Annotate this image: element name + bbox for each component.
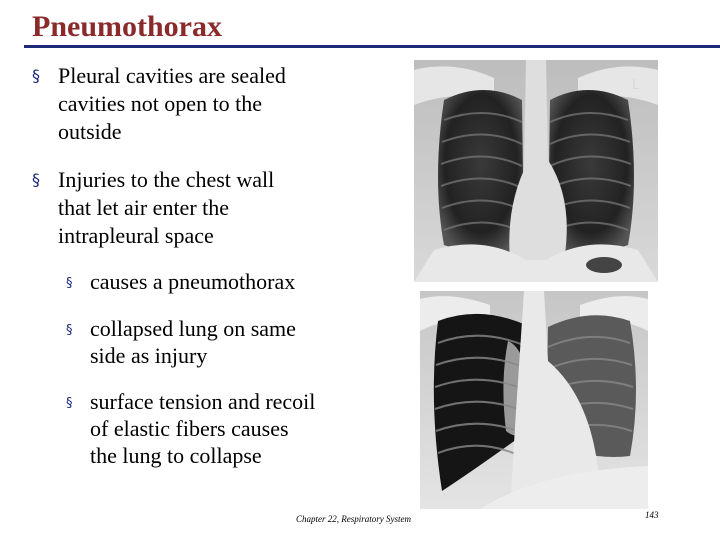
bullet-marker: § [32, 66, 40, 85]
bullet-2 [32, 166, 392, 256]
chest-xray-pneumothorax-image [420, 291, 648, 509]
bullet-1-line-3: outside [58, 119, 122, 144]
sub-bullet-3-line-2: of elastic fibers causes [90, 416, 289, 441]
chest-xray-normal-image [414, 60, 658, 282]
sub-bullet-3-line-1: surface tension and recoil [90, 389, 316, 414]
sub-bullet-3 [66, 388, 396, 472]
bullet-1-line-1: Pleural cavities are sealed [58, 63, 286, 88]
bullet-1 [32, 62, 392, 152]
xray-side-marker: L [632, 78, 640, 93]
bullet-2-line-2: that let air enter the [58, 195, 230, 220]
bullet-2-line-1: Injuries to the chest wall [58, 167, 275, 192]
footer-chapter: Chapter 22, Respiratory System [296, 514, 411, 524]
sub-bullet-marker: § [66, 323, 73, 338]
bullet-marker: § [32, 170, 40, 189]
sub-bullet-3-line-3: the lung to collapse [90, 443, 262, 468]
sub-bullet-1 [66, 268, 396, 298]
sub-bullet-2-line-1: collapsed lung on same [90, 316, 296, 341]
sub-bullet-2 [66, 315, 396, 371]
title-underline [24, 45, 720, 48]
bullet-2-line-3: intrapleural space [58, 223, 214, 248]
sub-bullet-marker: § [66, 276, 73, 291]
bullet-1-line-2: cavities not open to the [58, 91, 263, 116]
footer-page-number: 143 [645, 510, 659, 520]
sub-bullet-marker: § [66, 396, 73, 411]
sub-bullet-1-line-1: causes a pneumothorax [90, 269, 296, 294]
slide-title: Pneumothorax [32, 10, 222, 43]
sub-bullet-2-line-2: side as injury [90, 343, 208, 368]
